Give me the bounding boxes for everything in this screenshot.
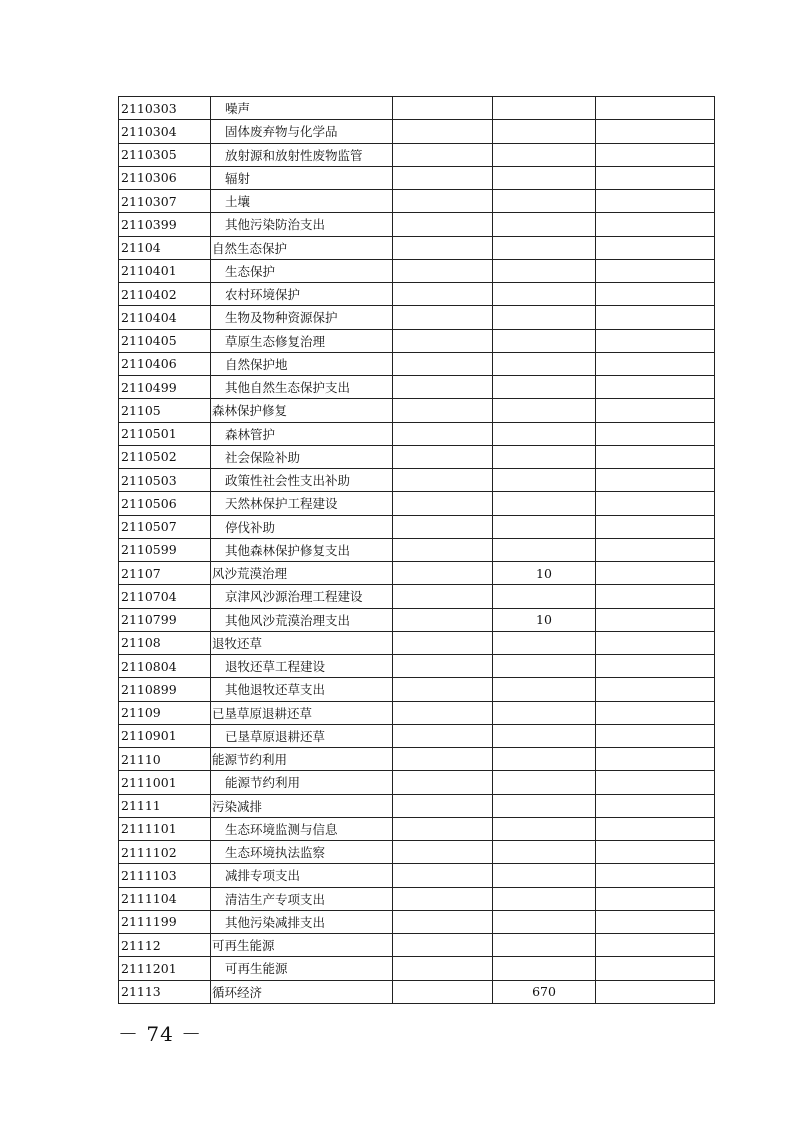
- amount-cell-col3: [393, 817, 493, 840]
- subject-name-cell: 其他森林保护修复支出: [211, 538, 393, 561]
- subject-code-cell: 21105: [119, 399, 211, 422]
- amount-cell-col4: [493, 841, 596, 864]
- amount-cell-col3: [393, 97, 493, 120]
- amount-cell-col3: [393, 585, 493, 608]
- subject-name-cell: 土壤: [211, 190, 393, 213]
- amount-cell-col5: [596, 841, 715, 864]
- subject-code-cell: 2111201: [119, 957, 211, 980]
- table-row: [119, 887, 715, 910]
- subject-name-cell: 森林保护修复: [211, 399, 393, 422]
- table-row: [119, 771, 715, 794]
- amount-cell-col4: [493, 376, 596, 399]
- subject-name-cell: 草原生态修复治理: [211, 329, 393, 352]
- amount-cell-col5: [596, 957, 715, 980]
- subject-name-cell: 退牧还草工程建设: [211, 655, 393, 678]
- subject-code-cell: 2110304: [119, 120, 211, 143]
- amount-cell-col3: [393, 771, 493, 794]
- amount-cell-col3: [393, 120, 493, 143]
- amount-cell-col5: [596, 655, 715, 678]
- amount-cell-col4: [493, 352, 596, 375]
- amount-cell-col4: 10: [493, 562, 596, 585]
- subject-code-cell: 2111199: [119, 910, 211, 933]
- amount-cell-col3: [393, 910, 493, 933]
- amount-cell-col5: [596, 910, 715, 933]
- table-row: [119, 748, 715, 771]
- subject-code-cell: 2110501: [119, 422, 211, 445]
- amount-cell-col5: [596, 934, 715, 957]
- amount-cell-col5: [596, 352, 715, 375]
- amount-cell-col4: 10: [493, 608, 596, 631]
- amount-cell-col3: [393, 934, 493, 957]
- subject-name-cell: 退牧还草: [211, 631, 393, 654]
- table-row: [119, 492, 715, 515]
- amount-cell-col4: [493, 724, 596, 747]
- amount-cell-col3: [393, 701, 493, 724]
- subject-name-cell: 天然林保护工程建设: [211, 492, 393, 515]
- subject-code-cell: 2110804: [119, 655, 211, 678]
- amount-cell-col4: [493, 166, 596, 189]
- table-row: [119, 143, 715, 166]
- amount-cell-col5: [596, 399, 715, 422]
- subject-name-cell: 清洁生产专项支出: [211, 887, 393, 910]
- amount-cell-col4: [493, 794, 596, 817]
- amount-cell-col5: [596, 678, 715, 701]
- amount-cell-col5: [596, 817, 715, 840]
- subject-name-cell: 噪声: [211, 97, 393, 120]
- amount-cell-col5: [596, 492, 715, 515]
- amount-cell-col4: [493, 957, 596, 980]
- subject-code-cell: 2110502: [119, 445, 211, 468]
- subject-code-cell: 2110799: [119, 608, 211, 631]
- subject-name-cell: 森林管护: [211, 422, 393, 445]
- amount-cell-col3: [393, 980, 493, 1003]
- table-row: [119, 608, 715, 631]
- table-row: [119, 864, 715, 887]
- amount-cell-col3: [393, 376, 493, 399]
- table-row: [119, 934, 715, 957]
- table-row: [119, 562, 715, 585]
- amount-cell-col5: [596, 864, 715, 887]
- amount-cell-col3: [393, 631, 493, 654]
- amount-cell-col4: [493, 120, 596, 143]
- amount-cell-col5: [596, 469, 715, 492]
- amount-cell-col3: [393, 259, 493, 282]
- table-row: [119, 585, 715, 608]
- amount-cell-col3: [393, 887, 493, 910]
- subject-code-cell: 2111101: [119, 817, 211, 840]
- amount-cell-col5: [596, 631, 715, 654]
- amount-cell-col3: [393, 678, 493, 701]
- amount-cell-col5: [596, 585, 715, 608]
- subject-name-cell: 能源节约利用: [211, 771, 393, 794]
- amount-cell-col4: [493, 771, 596, 794]
- subject-name-cell: 生态保护: [211, 259, 393, 282]
- amount-cell-col3: [393, 352, 493, 375]
- subject-name-cell: 辐射: [211, 166, 393, 189]
- subject-name-cell: 其他污染减排支出: [211, 910, 393, 933]
- subject-code-cell: 2110599: [119, 538, 211, 561]
- table-row: [119, 329, 715, 352]
- subject-code-cell: 2111103: [119, 864, 211, 887]
- subject-name-cell: 生物及物种资源保护: [211, 306, 393, 329]
- subject-code-cell: 21109: [119, 701, 211, 724]
- table-row: [119, 910, 715, 933]
- amount-cell-col3: [393, 515, 493, 538]
- amount-cell-col5: [596, 608, 715, 631]
- subject-code-cell: 21108: [119, 631, 211, 654]
- subject-name-cell: 循环经济: [211, 980, 393, 1003]
- subject-code-cell: 2110401: [119, 259, 211, 282]
- amount-cell-col5: [596, 143, 715, 166]
- subject-code-cell: 2110406: [119, 352, 211, 375]
- table-row: [119, 352, 715, 375]
- amount-cell-col5: [596, 306, 715, 329]
- amount-cell-col5: [596, 980, 715, 1003]
- subject-name-cell: 已垦草原退耕还草: [211, 724, 393, 747]
- amount-cell-col4: [493, 329, 596, 352]
- amount-cell-col4: [493, 283, 596, 306]
- page-number: － 74 －: [118, 1022, 203, 1046]
- subject-code-cell: 2110901: [119, 724, 211, 747]
- amount-cell-col4: [493, 631, 596, 654]
- amount-cell-col5: [596, 724, 715, 747]
- amount-cell-col4: [493, 701, 596, 724]
- table-row: [119, 655, 715, 678]
- table-row: [119, 515, 715, 538]
- amount-cell-col5: [596, 283, 715, 306]
- table-row: [119, 166, 715, 189]
- amount-cell-col5: [596, 259, 715, 282]
- subject-name-cell: 风沙荒漠治理: [211, 562, 393, 585]
- amount-cell-col4: [493, 864, 596, 887]
- amount-cell-col4: [493, 97, 596, 120]
- amount-cell-col4: [493, 422, 596, 445]
- amount-cell-col4: [493, 817, 596, 840]
- table-row: [119, 190, 715, 213]
- subject-name-cell: 自然生态保护: [211, 236, 393, 259]
- table-row: [119, 422, 715, 445]
- amount-cell-col5: [596, 538, 715, 561]
- amount-cell-col3: [393, 864, 493, 887]
- amount-cell-col3: [393, 329, 493, 352]
- table-row: [119, 259, 715, 282]
- amount-cell-col5: [596, 213, 715, 236]
- amount-cell-col3: [393, 190, 493, 213]
- subject-name-cell: 其他风沙荒漠治理支出: [211, 608, 393, 631]
- table-row: [119, 701, 715, 724]
- amount-cell-col5: [596, 748, 715, 771]
- amount-cell-col3: [393, 608, 493, 631]
- amount-cell-col5: [596, 376, 715, 399]
- subject-name-cell: 污染减排: [211, 794, 393, 817]
- subject-code-cell: 2111102: [119, 841, 211, 864]
- subject-name-cell: 已垦草原退耕还草: [211, 701, 393, 724]
- subject-name-cell: 放射源和放射性废物监管: [211, 143, 393, 166]
- amount-cell-col4: [493, 190, 596, 213]
- amount-cell-col4: [493, 585, 596, 608]
- subject-code-cell: 2111104: [119, 887, 211, 910]
- amount-cell-col3: [393, 469, 493, 492]
- amount-cell-col4: [493, 259, 596, 282]
- amount-cell-col4: [493, 538, 596, 561]
- subject-name-cell: 减排专项支出: [211, 864, 393, 887]
- amount-cell-col4: [493, 887, 596, 910]
- table-row: [119, 841, 715, 864]
- subject-name-cell: 可再生能源: [211, 957, 393, 980]
- subject-name-cell: 能源节约利用: [211, 748, 393, 771]
- subject-code-cell: 2111001: [119, 771, 211, 794]
- amount-cell-col3: [393, 748, 493, 771]
- subject-name-cell: 其他退牧还草支出: [211, 678, 393, 701]
- amount-cell-col5: [596, 445, 715, 468]
- amount-cell-col3: [393, 213, 493, 236]
- amount-cell-col5: [596, 562, 715, 585]
- amount-cell-col4: [493, 213, 596, 236]
- subject-code-cell: 2110499: [119, 376, 211, 399]
- subject-code-cell: 2110307: [119, 190, 211, 213]
- subject-name-cell: 生态环境监测与信息: [211, 817, 393, 840]
- subject-code-cell: 2110404: [119, 306, 211, 329]
- amount-cell-col5: [596, 515, 715, 538]
- amount-cell-col3: [393, 422, 493, 445]
- table-row: [119, 399, 715, 422]
- table-row: [119, 283, 715, 306]
- table-row: [119, 445, 715, 468]
- subject-code-cell: 2110507: [119, 515, 211, 538]
- subject-code-cell: 21112: [119, 934, 211, 957]
- amount-cell-col4: [493, 445, 596, 468]
- amount-cell-col4: [493, 143, 596, 166]
- amount-cell-col3: [393, 724, 493, 747]
- table-row: [119, 120, 715, 143]
- amount-cell-col4: [493, 306, 596, 329]
- amount-cell-col5: [596, 771, 715, 794]
- amount-cell-col4: [493, 655, 596, 678]
- subject-code-cell: 2110399: [119, 213, 211, 236]
- subject-code-cell: 21110: [119, 748, 211, 771]
- subject-name-cell: 停伐补助: [211, 515, 393, 538]
- table-row: [119, 724, 715, 747]
- budget-table: [118, 96, 715, 1004]
- subject-code-cell: 21111: [119, 794, 211, 817]
- amount-cell-col3: [393, 655, 493, 678]
- amount-cell-col4: [493, 678, 596, 701]
- amount-cell-col3: [393, 283, 493, 306]
- subject-code-cell: 2110306: [119, 166, 211, 189]
- subject-code-cell: 2110303: [119, 97, 211, 120]
- amount-cell-col5: [596, 701, 715, 724]
- table-row: [119, 376, 715, 399]
- amount-cell-col5: [596, 120, 715, 143]
- subject-name-cell: 政策性社会性支出补助: [211, 469, 393, 492]
- amount-cell-col5: [596, 166, 715, 189]
- amount-cell-col4: [493, 469, 596, 492]
- amount-cell-col3: [393, 492, 493, 515]
- subject-name-cell: 其他自然生态保护支出: [211, 376, 393, 399]
- amount-cell-col3: [393, 445, 493, 468]
- subject-name-cell: 可再生能源: [211, 934, 393, 957]
- table-row: [119, 794, 715, 817]
- subject-name-cell: 自然保护地: [211, 352, 393, 375]
- subject-code-cell: 21104: [119, 236, 211, 259]
- table-row: [119, 236, 715, 259]
- table-row: [119, 678, 715, 701]
- table-row: [119, 817, 715, 840]
- amount-cell-col5: [596, 794, 715, 817]
- amount-cell-col4: [493, 236, 596, 259]
- table-row: [119, 97, 715, 120]
- subject-name-cell: 社会保险补助: [211, 445, 393, 468]
- amount-cell-col4: [493, 399, 596, 422]
- subject-code-cell: 2110503: [119, 469, 211, 492]
- amount-cell-col4: [493, 492, 596, 515]
- amount-cell-col3: [393, 143, 493, 166]
- amount-cell-col5: [596, 887, 715, 910]
- amount-cell-col5: [596, 329, 715, 352]
- subject-code-cell: 2110305: [119, 143, 211, 166]
- amount-cell-col3: [393, 794, 493, 817]
- amount-cell-col4: [493, 910, 596, 933]
- amount-cell-col5: [596, 236, 715, 259]
- amount-cell-col3: [393, 841, 493, 864]
- table-row: [119, 213, 715, 236]
- subject-name-cell: 固体废弃物与化学品: [211, 120, 393, 143]
- amount-cell-col4: [493, 515, 596, 538]
- amount-cell-col5: [596, 97, 715, 120]
- table-row: [119, 538, 715, 561]
- table-body: [119, 97, 715, 1004]
- amount-cell-col3: [393, 957, 493, 980]
- table-row: [119, 957, 715, 980]
- amount-cell-col5: [596, 190, 715, 213]
- table-row: [119, 980, 715, 1003]
- subject-code-cell: 2110405: [119, 329, 211, 352]
- subject-code-cell: 21113: [119, 980, 211, 1003]
- amount-cell-col4: 670: [493, 980, 596, 1003]
- table-row: [119, 631, 715, 654]
- subject-name-cell: 其他污染防治支出: [211, 213, 393, 236]
- amount-cell-col4: [493, 748, 596, 771]
- subject-code-cell: 21107: [119, 562, 211, 585]
- subject-code-cell: 2110899: [119, 678, 211, 701]
- subject-code-cell: 2110704: [119, 585, 211, 608]
- subject-code-cell: 2110506: [119, 492, 211, 515]
- amount-cell-col4: [493, 934, 596, 957]
- subject-name-cell: 农村环境保护: [211, 283, 393, 306]
- table-row: [119, 469, 715, 492]
- subject-name-cell: 生态环境执法监察: [211, 841, 393, 864]
- amount-cell-col3: [393, 538, 493, 561]
- amount-cell-col3: [393, 306, 493, 329]
- amount-cell-col5: [596, 422, 715, 445]
- amount-cell-col3: [393, 236, 493, 259]
- subject-name-cell: 京津风沙源治理工程建设: [211, 585, 393, 608]
- amount-cell-col3: [393, 166, 493, 189]
- table-row: [119, 306, 715, 329]
- amount-cell-col3: [393, 562, 493, 585]
- subject-code-cell: 2110402: [119, 283, 211, 306]
- amount-cell-col3: [393, 399, 493, 422]
